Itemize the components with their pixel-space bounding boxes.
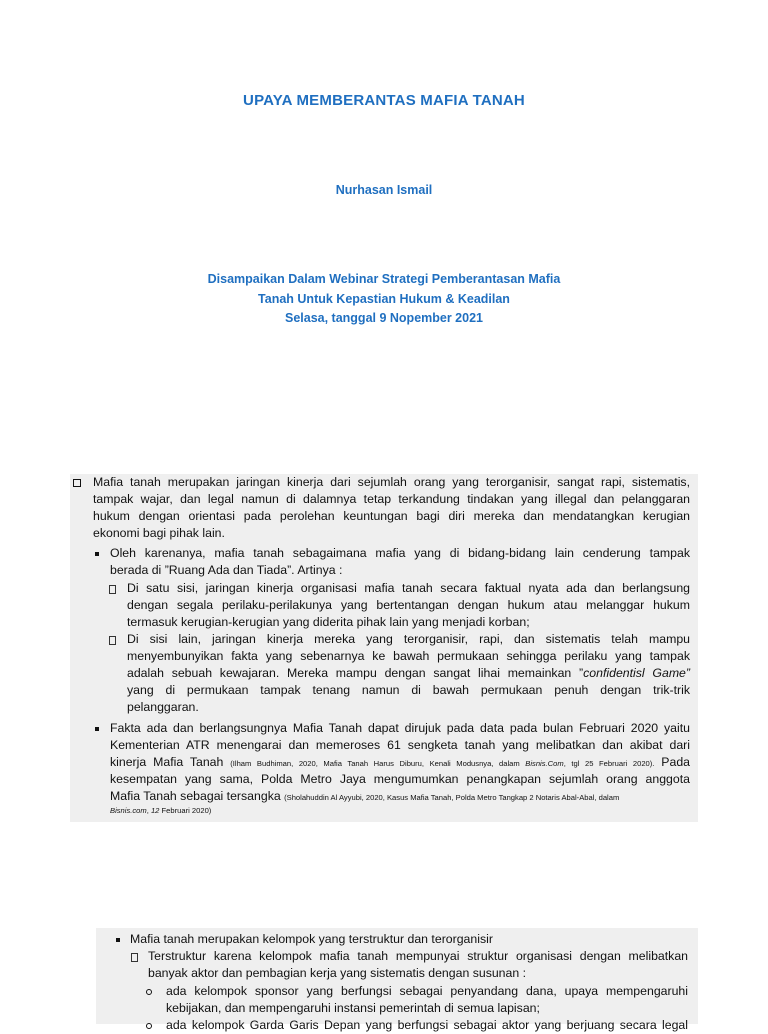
content-box-2 (96, 928, 698, 1032)
text-line: kebijakan, dan mempengaruhi instansi pemerintah di semua lapisan; (166, 1001, 540, 1015)
placeholder-glyph-icon (131, 953, 138, 962)
text-line: termasuk kerugian-kerugian yang diderita pihak lain yang menjadi korban; (127, 615, 530, 629)
text-line (127, 665, 690, 682)
citation-italic: Bisnis.com (110, 806, 147, 815)
text-line (110, 754, 690, 771)
text-segment: Mafia Tanah sebagai tersangka (110, 789, 285, 803)
citation-line (110, 805, 690, 817)
text-line: Di sisi lain, jaringan kinerja mereka yang terorganisir, rapi, dan sistematis telah mampu (127, 632, 690, 646)
text-line: yang di permukaan tampak tenang namun di bawah permukaan penuh dengan trik-trik (127, 683, 690, 697)
text-segment: kinerja Mafia Tanah (110, 755, 231, 769)
content-box-1 (70, 474, 698, 822)
bullet-item-1 (110, 545, 690, 579)
text-line: banyak aktor dan pembagian kerja yang sistematis dengan susunan : (148, 966, 527, 980)
page-title: UPAYA MEMBERANTAS MAFIA TANAH (243, 92, 525, 109)
text-line: hukum dengan orientasi pada perolehan keuntungan bagi diri mereka dan mendatangkan kerugian (93, 509, 690, 523)
text-line (110, 788, 690, 805)
citation-italic: Bisnis.Com (525, 759, 564, 768)
text-line: Mafia tanah merupakan kelompok yang terstruktur dan terorganisir (130, 932, 493, 946)
author-name: Nurhasan Ismail (335, 183, 433, 197)
text-line: dengan segala perilaku-perilakunya yang bertentangan dengan hukum atau melanggar hukum (127, 598, 690, 612)
sub-item-1 (148, 948, 688, 982)
sub-sub-item-1 (166, 983, 688, 1017)
circle-bullet-icon (146, 989, 152, 995)
text-line: ada kelompok Garda Garis Depan yang berfungsi sebagai aktor yang berjuang secara legal (166, 1018, 688, 1032)
text-line: berada di ”Ruang Ada dan Tiada”. Artinya : (110, 563, 343, 577)
citation-segment: , tgl 25 Februari 2020). (563, 759, 655, 768)
text-line: Kementerian ATR menengarai dan memeroses 61 sengketa tanah yang melibatkan dan akibat dari (110, 738, 690, 752)
text-line: kesempatan yang sama, Polda Metro Jaya mengumumkan penangkapan sejumlah orang anggota (110, 772, 690, 786)
text-line: Terstruktur karena kelompok mafia tanah mempunyai struktur organisasi dengan melibatkan (148, 949, 688, 963)
occasion-line: Disampaikan Dalam Webinar Strategi Pemberantasan Mafia (207, 272, 561, 286)
text-line: Oleh karenanya, mafia tanah sebagaimana mafia yang di bidang-bidang lain cenderung tampak (110, 546, 690, 560)
sub-item-2 (127, 631, 690, 716)
citation-segment: , (146, 806, 151, 815)
sub-sub-item-2 (166, 1017, 688, 1034)
bullet-item-1 (130, 931, 690, 948)
citation-segment: Februari 2020) (159, 806, 212, 815)
text-line: ekonomi bagi pihak lain. (93, 526, 225, 540)
text-line: Fakta ada dan berlangsungnya Mafia Tanah dapat dirujuk pada data pada bulan Februari 2020 yaitu (110, 721, 690, 735)
placeholder-glyph-icon (109, 585, 116, 594)
citation-segment: (Ilham Budhiman, 2020, Mafia Tanah Harus Diburu, Kenali Modusnya, dalam (230, 759, 526, 768)
text-line: menyembunyikan fakta yang sebenarnya ke bawah permukaan sehingga perilaku yang tampak (127, 649, 690, 663)
circle-bullet-icon (146, 1023, 152, 1029)
bullet-item-2 (110, 720, 690, 817)
text-line: ada kelompok sponsor yang berfungsi sebagai penyandang dana, upaya mempengaruhi (166, 984, 688, 998)
text-segment: adalah sebuah kewajaran. Mereka mampu dengan sangat lihai memainkan ” (127, 666, 584, 680)
text-line: Di satu sisi, jaringan kinerja organisasi mafia tanah secara faktual nyata ada dan berlangsung (127, 581, 690, 595)
square-bullet-icon (95, 552, 99, 556)
citation-italic: 12 (150, 806, 160, 815)
text-segment: Pada (654, 755, 691, 769)
checkbox-bullet-icon (73, 479, 81, 487)
text-line: Mafia tanah merupakan jaringan kinerja dari sejumlah orang yang terorganisir, sangat rapi, sistematis, (93, 475, 690, 489)
occasion-line: Selasa, tanggal 9 Nopember 2021 (284, 311, 483, 325)
placeholder-glyph-icon (109, 636, 116, 645)
square-bullet-icon (95, 727, 99, 731)
text-line: tampak wajar, dan legal namun di dalamnya tetap terkandung tindakan yang illegal dan pelanggaran (93, 492, 690, 506)
text-line: pelanggaran. (127, 700, 199, 714)
square-bullet-icon (116, 938, 120, 942)
occasion-line: Tanah Untuk Kepastian Hukum & Keadilan (258, 291, 510, 306)
sub-item-1 (127, 580, 690, 631)
occasion-text (0, 270, 768, 329)
citation-segment: (Sholahuddin Al Ayyubi, 2020, Kasus Mafia Tanah, Polda Metro Tangkap 2 Notaris Abal-Abal, dalam (284, 793, 620, 802)
paragraph-1 (93, 474, 690, 542)
italic-segment: confidentisl Game” (583, 666, 690, 680)
